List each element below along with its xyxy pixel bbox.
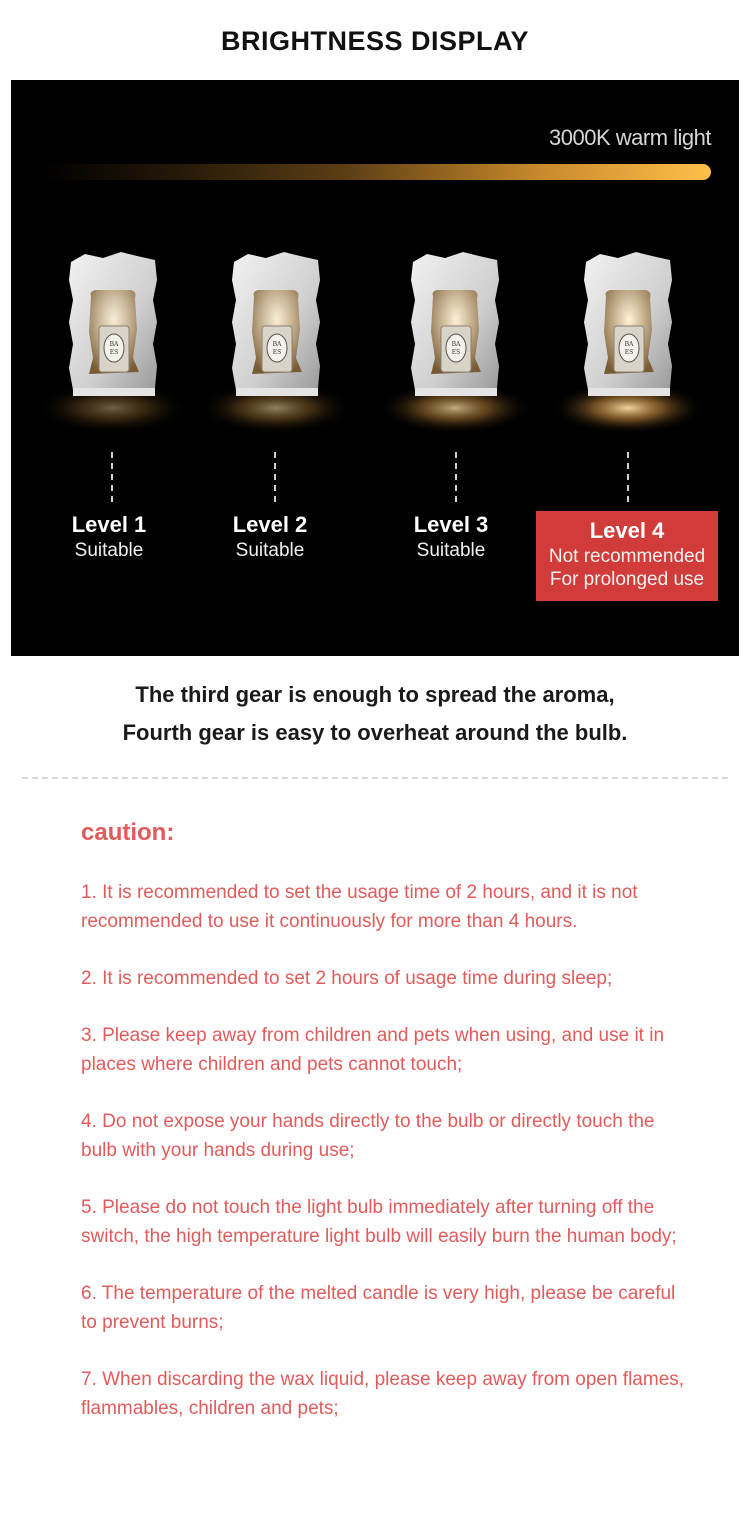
level-name: Level 2 [232, 512, 308, 537]
section-divider [22, 777, 728, 779]
svg-text:ES: ES [272, 349, 282, 356]
caution-item: 6. The temperature of the melted candle is very high, please be careful to prevent burns; [81, 1283, 676, 1333]
svg-text:ES: ES [451, 349, 461, 356]
level-name: Level 4 [589, 518, 665, 543]
level-3-label [366, 511, 536, 562]
svg-text:BA: BA [624, 341, 634, 348]
level-note: Not recommended [548, 546, 706, 567]
summary-line-2: Fourth gear is easy to overheat around the bulb. [122, 720, 628, 745]
connector-line-level-2 [274, 452, 276, 502]
caution-title: caution: [81, 819, 175, 846]
level-4-warning-label [536, 511, 718, 601]
summary-line-1: The third gear is enough to spread the aroma, [135, 682, 615, 707]
caution-item: 1. It is recommended to set the usage time of 2 hours, and it is not recommended to use it continuously for more than 4 hours. [81, 882, 638, 932]
svg-text:ES: ES [624, 349, 634, 356]
lamp-image-level-3 [375, 240, 535, 435]
caution-item: 2. It is recommended to set 2 hours of usage time during sleep; [81, 968, 613, 989]
summary-text [0, 676, 750, 752]
page-title: BRIGHTNESS DISPLAY [220, 26, 530, 56]
caution-item: 3. Please keep away from children and pets when using, and use it in places where children and pets cannot touch; [81, 1025, 665, 1075]
lamp-image-level-4 [548, 240, 708, 435]
brightness-gradient-bar [41, 164, 711, 180]
connector-line-level-4 [627, 452, 629, 502]
caution-item: 4. Do not expose your hands directly to the bulb or directly touch the bulb with your hands during use; [81, 1111, 655, 1161]
caution-list [81, 878, 691, 1451]
level-2-label [185, 511, 355, 562]
level-note: Suitable [235, 540, 305, 561]
svg-text:ES: ES [109, 349, 119, 356]
lamp-image-level-2 [196, 240, 356, 435]
caution-item: 5. Please do not touch the light bulb immediately after turning off the switch, the high temperature light bulb will easily burn the human body; [81, 1197, 677, 1247]
lamp-image-level-1 [33, 240, 193, 435]
connector-line-level-3 [455, 452, 457, 502]
connector-line-level-1 [111, 452, 113, 502]
level-1-label [24, 511, 194, 562]
svg-text:BA: BA [109, 341, 119, 348]
level-name: Level 1 [71, 512, 147, 537]
svg-text:BA: BA [451, 341, 461, 348]
svg-text:BA: BA [272, 341, 282, 348]
color-temperature-label: 3000K warm light [549, 125, 711, 150]
brightness-panel [11, 80, 739, 656]
caution-item: 7. When discarding the wax liquid, please keep away from open flames, flammables, children and pets; [81, 1369, 685, 1419]
level-note-secondary: For prolonged use [549, 569, 705, 590]
level-name: Level 3 [413, 512, 489, 537]
level-note: Suitable [74, 540, 144, 561]
level-note: Suitable [416, 540, 486, 561]
